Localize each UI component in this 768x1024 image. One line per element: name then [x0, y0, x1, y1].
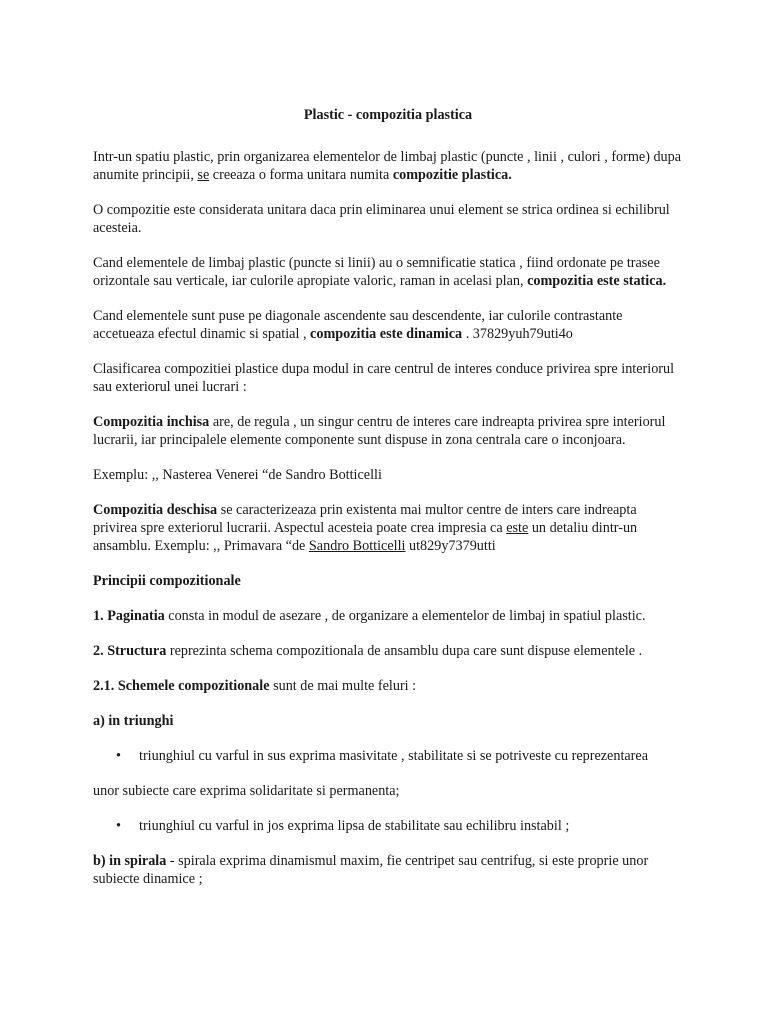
text: . 37829yuh79uti4o [462, 326, 573, 342]
bullet-list-2 [93, 817, 683, 835]
text: Intr-un spatiu plastic, prin organizarea elementelor de limbaj plastic (puncte , linii , culori , forme) dupa anumite principii, [93, 149, 682, 183]
paragraph-dynamic [93, 307, 683, 343]
bullet-list-1 [93, 747, 683, 765]
bold-term: b) in spirala [93, 853, 167, 869]
bold-term: Compozitia deschisa [93, 502, 218, 518]
text: consta in modul de asezare , de organizare a elementelor de limbaj in spatiul plastic. [164, 608, 646, 624]
bold-term: 2. Structura [93, 643, 167, 659]
bold-term: compozitie plastica. [392, 167, 512, 183]
text: sunt de mai multe feluri : [269, 678, 417, 694]
document-body [93, 106, 683, 905]
paragraph-schemes [93, 677, 683, 695]
section-heading-principles [93, 572, 683, 590]
underlined-text: se [197, 167, 210, 183]
underlined-text: Sandro Botticelli [308, 538, 406, 554]
bold-term: 1. Paginatia [93, 608, 165, 624]
bold-heading: a) in triunghi [93, 713, 174, 729]
text: Cand elementele de limbaj plastic (puncte si linii) au o semnificatie statica , fiind ordonate pe trasee orizontale sau verticale, iar culorile apropiate valoric, raman in acelasi plan, [93, 255, 660, 289]
paragraph-open-composition [93, 501, 683, 555]
document-title: Plastic - compozitia plastica [303, 107, 473, 123]
text: - spirala exprima dinamismul maxim, fie centripet sau centrifug, si este proprie unor subiecte dinamice ; [93, 853, 649, 887]
bold-term: 2.1. Schemele compozitionale [93, 678, 270, 694]
text: ut829y7379utti [405, 538, 496, 554]
list-item: • triunghiul cu varful in sus exprima masivitate , stabilitate si se potriveste cu reprezentarea [139, 747, 683, 765]
bold-term: Compozitia inchisa [93, 414, 210, 430]
text: Cand elementele sunt puse pe diagonale ascendente sau descendente, iar culorile contrastante accetueaza efectul dinamic si spatial , [93, 308, 623, 342]
text: creeaza o forma unitara numita [209, 167, 393, 183]
paragraph-closed-composition [93, 413, 683, 449]
paragraph-classification: Clasificarea compozitiei plastice dupa modul in care centrul de interes conduce privirea spre interiorul sau exteriorul unei lucrari : [93, 361, 675, 395]
paragraph-paginatia [93, 607, 683, 625]
bold-term: compozitia este dinamica [310, 326, 463, 342]
paragraph-static [93, 254, 683, 290]
paragraph-continuation: unor subiecte care exprima solidaritate si permanenta; [93, 783, 400, 799]
text: se caracterizeaza prin existenta mai multor centre de inters care indreapta privirea spre exteriorul lucrarii. Aspectul acesteia poate crea impresia ca [93, 502, 637, 536]
bold-heading: Principii compozitionale [93, 573, 241, 589]
paragraph-intro [93, 148, 683, 184]
paragraph-unity: O compozitie este considerata unitara daca prin eliminarea unui element se strica ordinea si echilibrul acesteia. [93, 202, 670, 236]
bold-term: compozitia este statica. [527, 273, 667, 289]
subheading-triangle [93, 712, 683, 730]
list-item: • triunghiul cu varful in jos exprima lipsa de stabilitate sau echilibru instabil ; [139, 817, 683, 835]
text: are, de regula , un singur centru de interes care indreapta privirea spre interiorul lucrarii, iar principalele elemente componente sunt dispuse in zona centrala care o inconjoara. [93, 414, 666, 448]
text: reprezinta schema compozitionala de ansamblu dupa care sunt dispuse elementele . [166, 643, 643, 659]
paragraph-spiral [93, 852, 683, 888]
text: un detaliu dintr-un ansamblu. Exemplu: ,, Primavara “de [93, 520, 638, 554]
underlined-text: este [506, 520, 529, 536]
paragraph-structura [93, 642, 683, 660]
paragraph-example-1: Exemplu: ,, Nasterea Venerei “de Sandro Botticelli [93, 467, 382, 483]
